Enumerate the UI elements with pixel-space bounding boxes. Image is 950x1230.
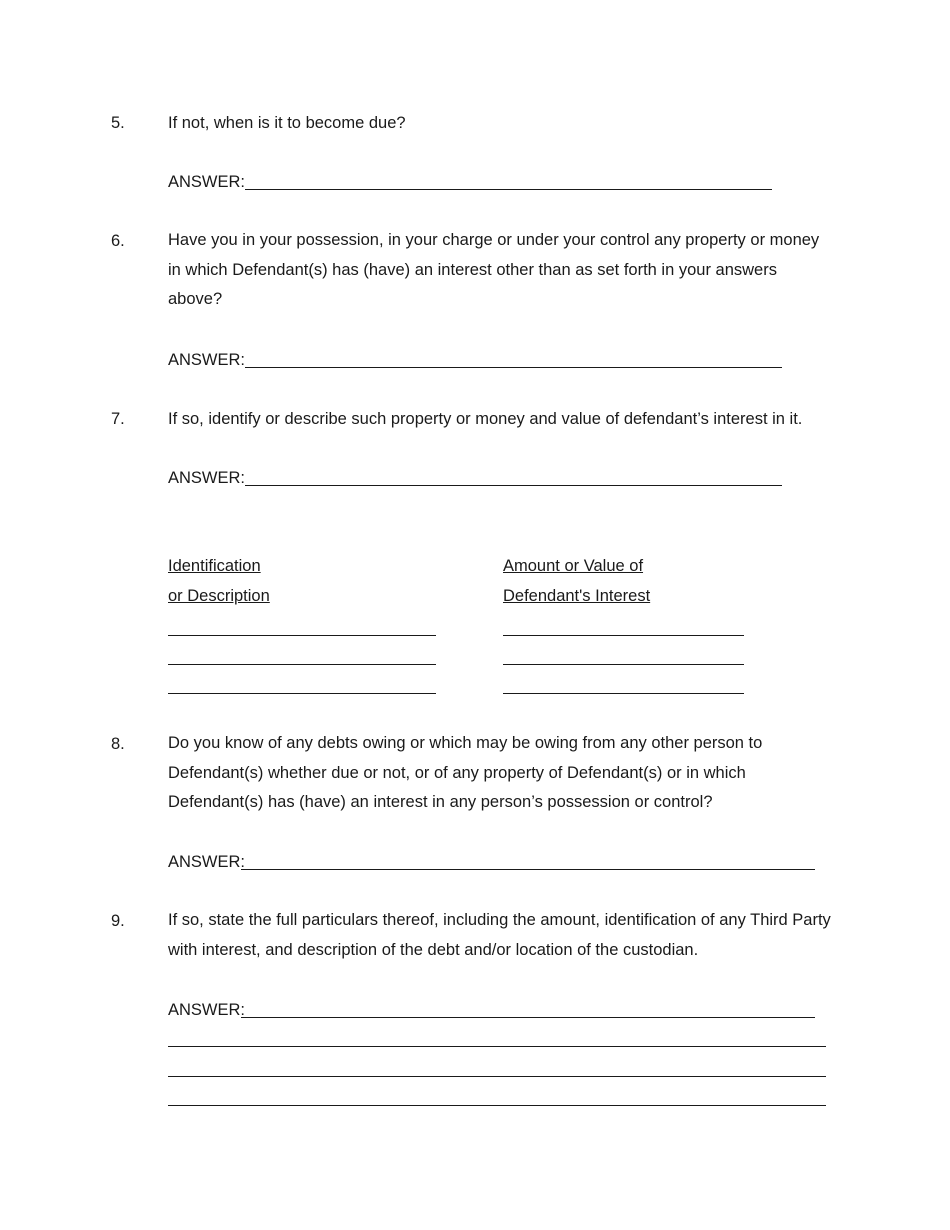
question-9-answer-label: ANSWER: (168, 1001, 246, 1019)
table-row-2-identification-line[interactable] (168, 664, 436, 665)
table-col1-header-line1: Identification (168, 557, 261, 575)
question-6-text: Have you in your possession, in your charge or under your control any property or money in which Defendant(s) has (have) an interest other than as set forth in your answers above? (168, 231, 820, 309)
question-9-number: 9. (111, 912, 125, 930)
question-5-text: If not, when is it to become due? (168, 114, 406, 132)
question-9-answer-line-3[interactable] (168, 1076, 826, 1077)
table-col1-header-line2: or Description (168, 587, 270, 605)
table-row-3-amount-line[interactable] (503, 693, 744, 694)
question-5-answer-label: ANSWER: (168, 173, 246, 191)
table-col2-header-line2: Defendant's Interest (503, 587, 651, 605)
question-7-answer-line[interactable] (245, 485, 782, 486)
question-6-answer-label: ANSWER: (168, 351, 246, 369)
table-row-1-amount-line[interactable] (503, 635, 744, 636)
question-7-number: 7. (111, 410, 125, 428)
question-6-number: 6. (111, 232, 125, 250)
question-8-answer-line[interactable] (241, 869, 815, 870)
question-9-text: If so, state the full particulars thereof, including the amount, identification of any Third Party with interest, and description of the debt and/or location of the custodian. (168, 911, 831, 959)
question-9-answer-line[interactable] (241, 1017, 815, 1018)
table-row-1-identification-line[interactable] (168, 635, 436, 636)
question-7-text: If so, identify or describe such property or money and value of defendant’s interest in it. (168, 410, 803, 428)
question-5-number: 5. (111, 114, 125, 132)
table-row-3-identification-line[interactable] (168, 693, 436, 694)
question-8-text: Do you know of any debts owing or which may be owing from any other person to Defendant(s) whether due or not, or of any property of Defendant(s) or in which Defendant(s) has (have) an interest in any person’s possession or control? (168, 734, 763, 812)
question-9-answer-line-2[interactable] (168, 1046, 826, 1047)
table-col2-header-line1: Amount or Value of (503, 557, 644, 575)
table-row-2-amount-line[interactable] (503, 664, 744, 665)
question-8-number: 8. (111, 735, 125, 753)
question-6-answer-line[interactable] (245, 367, 782, 368)
question-5-answer-line[interactable] (245, 189, 772, 190)
question-7-answer-label: ANSWER: (168, 469, 246, 487)
question-8-answer-label: ANSWER: (168, 853, 246, 871)
question-9-answer-line-4[interactable] (168, 1105, 826, 1106)
